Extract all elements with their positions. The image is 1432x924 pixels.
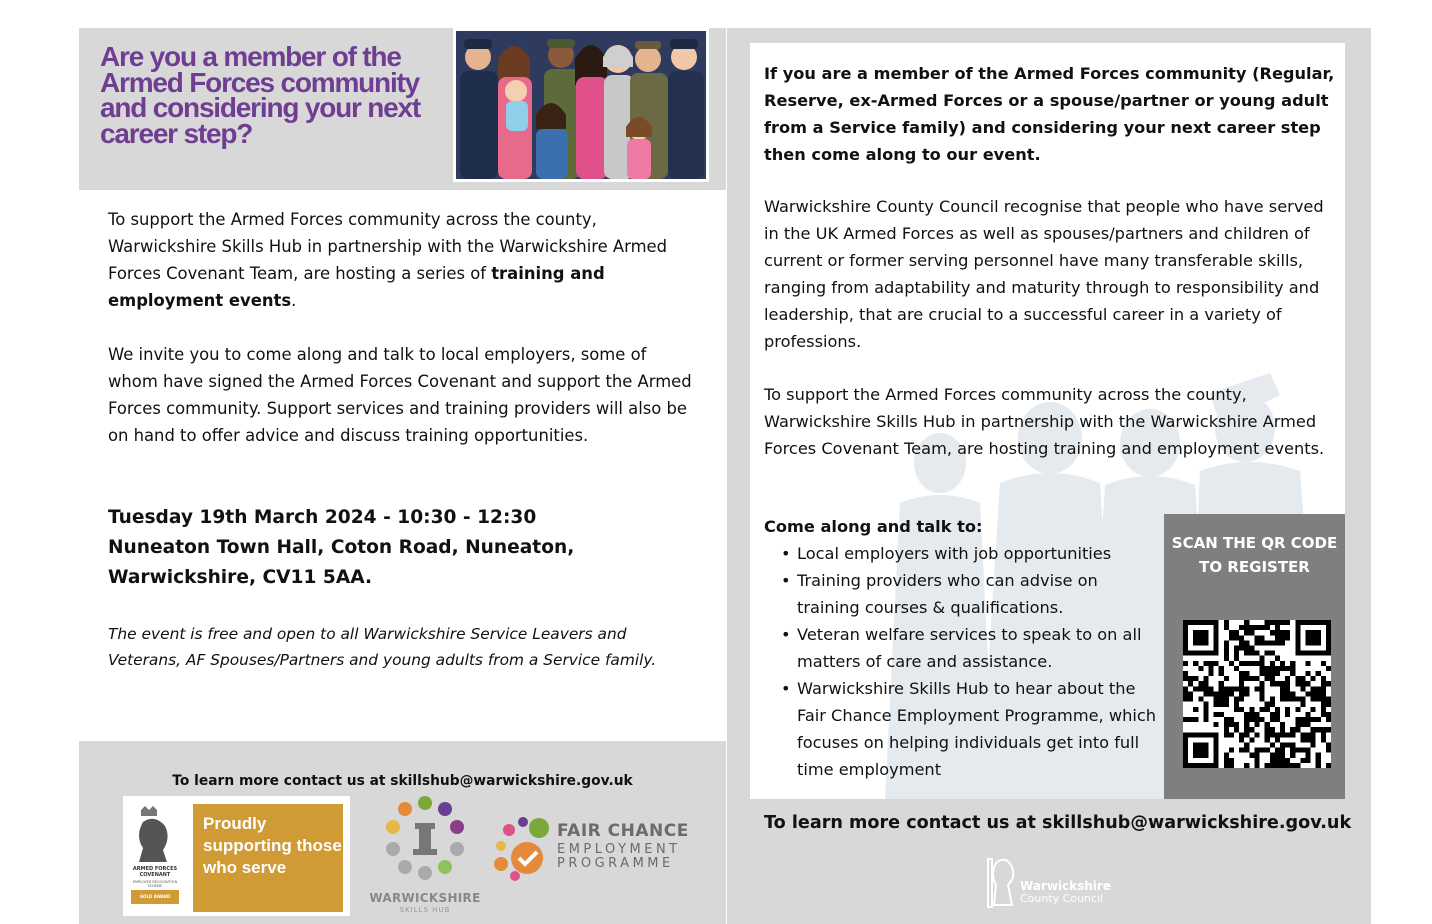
free-event-note: The event is free and open to all Warwickshire Service Leavers and Veterans, AF Spouses/Partners and young adults from a Service family.	[108, 625, 657, 669]
warwickshire-county-council-logo	[982, 849, 1122, 911]
covenant-emblem	[127, 802, 183, 912]
come-along-list	[764, 540, 1164, 783]
council-recognition-paragraph: Warwickshire County Council recognise that people who have served in the UK Armed Forces as well as spouses/partners and children of current or former serving personnel have many transferable skills, ranging from adaptability and maturity through to responsibility and leadership, that are crucial to a successful career in a variety of professions.	[764, 197, 1324, 351]
intro-paragraph	[108, 206, 693, 314]
list-item: • Warwickshire Skills Hub to hear about the Fair Chance Employment Programme, which focuses on helping individuals get into full time employment	[764, 675, 1164, 783]
armed-forces-family-illustration	[453, 28, 709, 182]
left-flyer-page	[79, 28, 726, 924]
invite-paragraph: We invite you to come along and talk to local employers, some of whom have signed the Armed Forces Covenant and support the Armed Forces community. Support services and training providers will also be on hand to offer advice and discuss training opportunities.	[108, 345, 692, 445]
left-contact-line: To learn more contact us at skillshub@warwickshire.gov.uk	[172, 773, 633, 789]
left-header-band	[79, 28, 726, 190]
council-name: Warwickshire	[1020, 879, 1111, 893]
event-details	[108, 503, 698, 593]
right-content-panel	[750, 43, 1345, 799]
left-footer-band	[79, 741, 726, 924]
qr-code-icon	[1183, 620, 1331, 768]
event-county: Warwickshire, CV11 5AA.	[108, 567, 373, 588]
event-date: Tuesday 19th March 2024 - 10:30 - 12:30	[108, 507, 537, 528]
intro-text-end: .	[291, 291, 297, 310]
headline: Are you a member of the Armed Forces community and considering your next career step?	[100, 41, 421, 149]
event-venue: Nuneaton Town Hall, Coton Road, Nuneaton,	[108, 537, 575, 558]
proudly-supporting-badge: Proudly supporting those who serve	[193, 804, 343, 912]
fair-chance-check-icon	[487, 816, 555, 886]
warwickshire-skills-hub-logo	[365, 793, 485, 921]
skills-hub-name: WARWICKSHIRE	[369, 891, 481, 905]
right-intro-paragraph: If you are a member of the Armed Forces community (Regular, Reserve, ex-Armed Forces or a spouse/partner or young adult from a Service family) and considering your next career step then come along to our event.	[764, 64, 1335, 164]
left-body-text	[108, 206, 693, 476]
skills-hub-subtitle: SKILLS HUB	[399, 906, 451, 914]
council-subtitle: County Council	[1020, 892, 1104, 905]
family-illustration-graphic	[456, 31, 706, 179]
right-flyer-page	[727, 28, 1371, 924]
support-paragraph: To support the Armed Forces community across the county, Warwickshire Skills Hub in partnership with the Warwickshire Armed Forces Covenant Team, are hosting training and employment events.	[764, 385, 1325, 458]
come-along-heading: Come along and talk to:	[764, 517, 983, 536]
bear-and-staff-icon	[982, 849, 1018, 911]
list-item: • Local employers with job opportunities	[764, 540, 1164, 567]
covenant-emblem-title: ARMED FORCES COVENANT	[132, 866, 178, 878]
qr-instruction: SCAN THE QR CODE TO REGISTER	[1171, 534, 1338, 576]
fair-chance-name: FAIR CHANCE	[557, 821, 689, 841]
fair-chance-subtitle: EMPLOYMENT PROGRAMME	[557, 842, 681, 871]
covenant-emblem-scheme: EMPLOYER RECOGNITION SCHEME	[132, 880, 178, 888]
list-item: • Veteran welfare services to speak to on all matters of care and assistance.	[764, 621, 1164, 675]
fair-chance-logo	[487, 816, 697, 886]
intro-text: To support the Armed Forces community across the county, Warwickshire Skills Hub in partnership with the Warwickshire Armed Forces Covenant Team, are hosting a series of	[108, 210, 668, 283]
right-contact-line: To learn more contact us at skillshub@warwickshire.gov.uk	[764, 813, 1352, 833]
armed-forces-covenant-logo	[123, 796, 350, 916]
covenant-emblem-award: GOLD AWARD	[139, 894, 171, 899]
skills-hub-dots-icon	[365, 793, 485, 889]
intro-bold-text: training and employment events	[108, 264, 605, 310]
qr-register-box	[1164, 514, 1345, 799]
registration-qr-code[interactable]	[1183, 620, 1331, 768]
list-item: • Training providers who can advise on training courses & qualifications.	[764, 567, 1164, 621]
